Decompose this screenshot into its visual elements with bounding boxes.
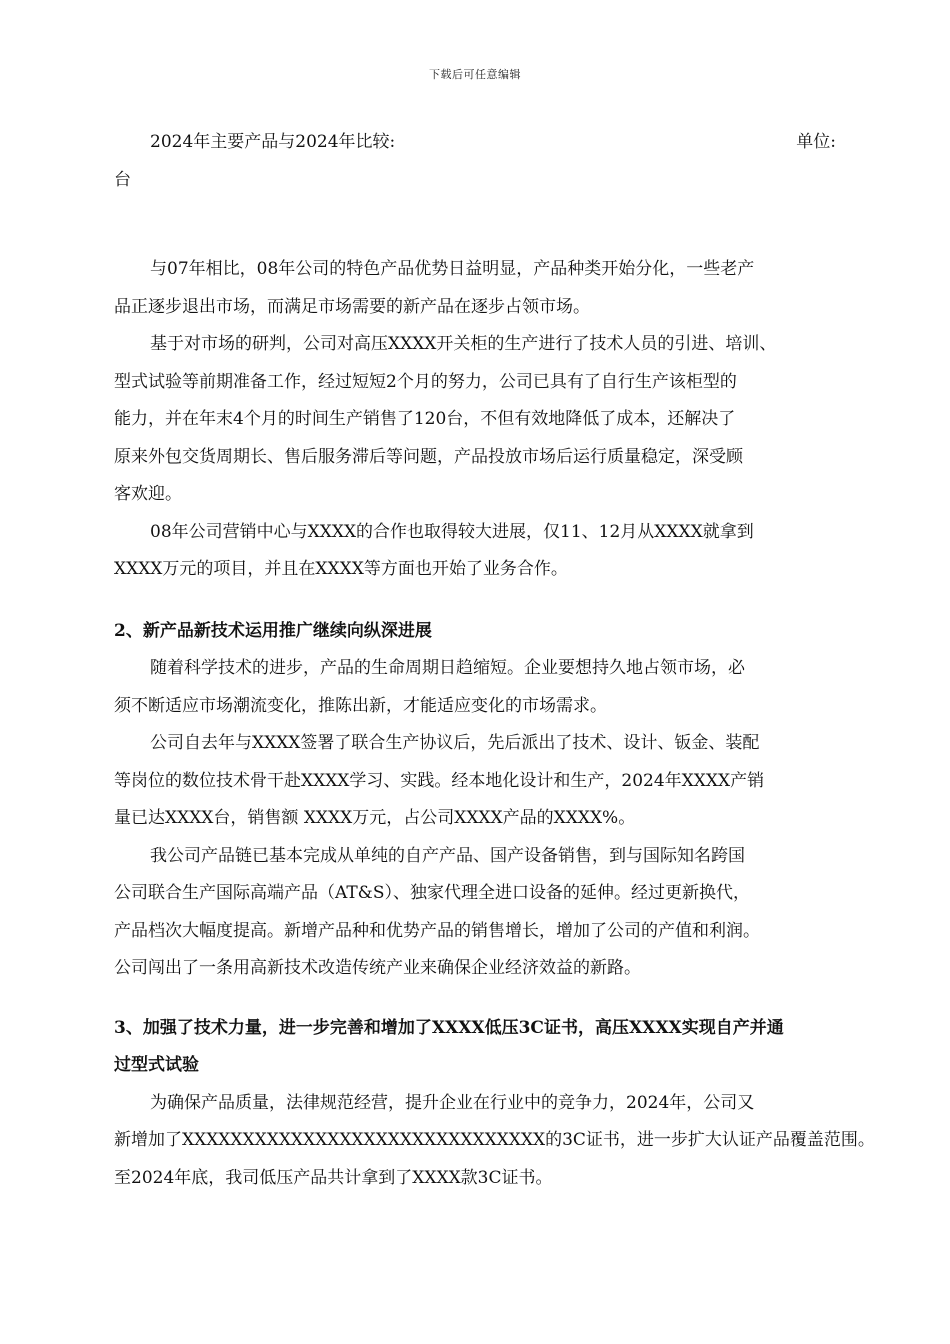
paragraph-3c-certificates (114, 1085, 875, 1198)
heading-line: 3、加强了技术力量，进一步完善和增加了XXXX低压3C证书，高压XXXX实现自产并通 (114, 1017, 784, 1038)
section-heading-3 (114, 1010, 836, 1085)
paragraph-switchgear (114, 326, 836, 514)
text-line: 等岗位的数位技术骨干赴XXXX学习、实践。经本地化设计和生产，2024年XXXX产销 (114, 770, 765, 791)
paragraph-joint-production (114, 725, 836, 838)
text-line: 08年公司营销中心与XXXX的合作也取得较大进展，仅11、12月从XXXX就拿到 (150, 521, 754, 542)
text-line: 能力，并在年末4个月的时间生产销售了120台，不但有效地降低了成本，还解决了 (114, 409, 736, 429)
text-line: 量已达XXXX台，销售额 XXXX万元，占公司XXXX产品的XXXX%。 (114, 808, 636, 828)
text-line: 与07年相比，08年公司的特色产品优势日益明显，产品种类开始分化，一些老产 (150, 259, 755, 279)
text-line: 产品档次大幅度提高。新增产品种和优势产品的销售增长，增加了公司的产值和利润。 (114, 920, 760, 941)
text-line: 客欢迎。 (114, 484, 182, 504)
paragraph-market-shift (114, 251, 836, 326)
text-line: 新增加了XXXXXXXXXXXXXXXXXXXXXXXXXXXXXX的3C证书，进一步扩大认证产品覆盖范围。 (114, 1130, 875, 1150)
page-header: 下载后可任意编辑 (429, 68, 521, 81)
heading-line: 过型式试验 (114, 1055, 199, 1075)
unit-value: 台 (114, 169, 131, 190)
unit-label: 单位: (796, 132, 836, 152)
text-line: 我公司产品链已基本完成从单纯的自产产品、国产设备销售，到与国际知名跨国 (150, 845, 745, 866)
text-line: 至2024年底，我司低压产品共计拿到了XXXX款3C证书。 (114, 1167, 553, 1188)
paragraph-marketing-center (114, 514, 836, 589)
document-body (114, 124, 875, 1197)
text-line: 品正逐步退出市场，而满足市场需要的新产品在逐步占领市场。 (114, 296, 590, 317)
text-line: 公司联合生产国际高端产品（AT&S）、独家代理全进口设备的延伸。经过更新换代， (114, 883, 750, 903)
text-line: 公司自去年与XXXX签署了联合生产协议后，先后派出了技术、设计、钣金、装配 (150, 733, 760, 753)
text-line: 须不断适应市场潮流变化，推陈出新，才能适应变化的市场需求。 (114, 695, 607, 716)
paragraph-tech-progress (114, 650, 836, 725)
text-line: XXXX万元的项目，并且在XXXX等方面也开始了业务合作。 (114, 559, 568, 579)
paragraph-product-chain (114, 838, 836, 988)
text-line: 原来外包交货周期长、售后服务滞后等问题，产品投放市场后运行质量稳定，深受顾 (114, 446, 743, 467)
text-line: 公司闯出了一条用高新技术改造传统产业来确保企业经济效益的新路。 (114, 958, 641, 978)
comparison-line (114, 124, 836, 162)
text-line: 型式试验等前期准备工作，经过短短2个月的努力，公司已具有了自行生产该柜型的 (114, 371, 737, 392)
section-heading-2: 2、新产品新技术运用推广继续向纵深进展 (114, 620, 432, 641)
text-line: 为确保产品质量，法律规范经营，提升企业在行业中的竞争力，2024年，公司又 (150, 1092, 755, 1113)
text-line: 基于对市场的研判，公司对高压XXXX开关柜的生产进行了技术人员的引进、培训、 (150, 334, 777, 354)
text-line: 随着科学技术的进步，产品的生命周期日趋缩短。企业要想持久地占领市场，必 (150, 658, 745, 678)
comparison-title: 2024年主要产品与2024年比较: (150, 132, 396, 152)
